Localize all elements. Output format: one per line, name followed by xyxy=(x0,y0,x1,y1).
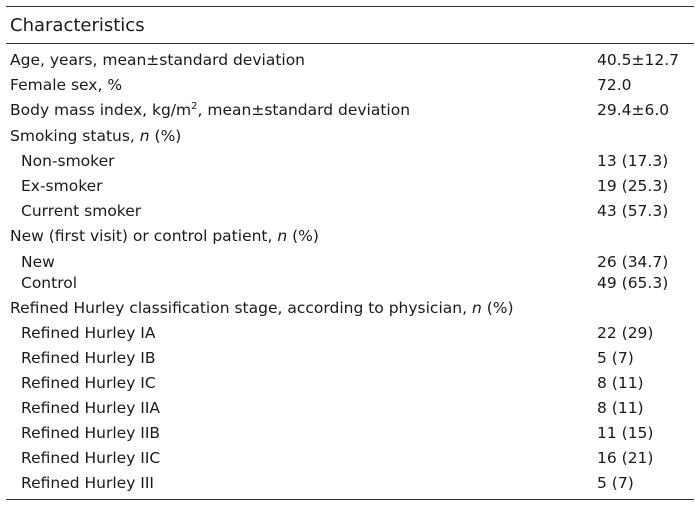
row-label: Control xyxy=(21,274,78,292)
row-label: New xyxy=(21,253,55,271)
table-row-hurley-ia xyxy=(6,320,694,345)
section-hurley-stage xyxy=(6,295,694,320)
row-value: 49 (65.3) xyxy=(597,274,669,292)
row-label: Refined Hurley IIB xyxy=(21,423,161,442)
row-value: 26 (34.7) xyxy=(597,253,669,271)
row-label: Refined Hurley IC xyxy=(21,373,156,392)
table-row-hurley-iib xyxy=(6,420,694,445)
table-row-hurley-ic xyxy=(6,370,694,395)
characteristics-table xyxy=(6,6,694,500)
row-label: Body mass index, $kg/m^2$, mean±standard deviation xyxy=(10,101,411,119)
table-row-non-smoker xyxy=(6,148,694,173)
row-label: Current smoker xyxy=(21,201,142,220)
row-label: Refined Hurley III xyxy=(21,473,155,492)
row-value: 72.0 xyxy=(597,76,632,94)
row-label: Female sex, % xyxy=(10,76,123,94)
section-label: Smoking status, n (%) xyxy=(10,126,182,145)
section-patient-type xyxy=(6,223,694,248)
table-row-hurley-iia xyxy=(6,395,694,420)
section-smoking-status xyxy=(6,123,694,148)
section-label: New (first visit) or control patient, n (%) xyxy=(10,226,319,245)
row-value: 29.4±6.0 xyxy=(597,101,670,119)
row-value: 5 (7) xyxy=(597,348,634,367)
table-row-current-smoker xyxy=(6,198,694,223)
table-row-ex-smoker xyxy=(6,173,694,198)
row-value: 19 (25.3) xyxy=(597,176,669,195)
row-label: Age, years, mean±standard deviation xyxy=(10,51,306,69)
row-label: Ex-smoker xyxy=(21,176,103,195)
row-value: 43 (57.3) xyxy=(597,201,669,220)
table-row-hurley-ib xyxy=(6,345,694,370)
row-value: 8 (11) xyxy=(597,398,644,417)
row-label: Refined Hurley IA xyxy=(21,323,156,342)
table-row-age xyxy=(6,47,694,73)
row-value: 22 (29) xyxy=(597,323,654,342)
section-label: Refined Hurley classification stage, according to physician, n (%) xyxy=(10,298,514,317)
row-value: 40.5±12.7 xyxy=(597,51,680,69)
row-value: 16 (21) xyxy=(597,448,654,467)
table-row-female-sex xyxy=(6,73,694,97)
row-label: Non-smoker xyxy=(21,151,115,170)
row-label: Refined Hurley IIA xyxy=(21,398,161,417)
table-header xyxy=(6,7,694,44)
row-value: 13 (17.3) xyxy=(597,151,669,170)
table-row-control xyxy=(6,273,694,293)
table-row-hurley-iic xyxy=(6,445,694,470)
header-characteristics: Characteristics xyxy=(10,14,145,36)
row-label: Refined Hurley IIC xyxy=(21,448,161,467)
table-row-new xyxy=(6,251,694,273)
table-row-hurley-iii xyxy=(6,470,694,495)
row-value: 8 (11) xyxy=(597,373,644,392)
row-value: 11 (15) xyxy=(597,423,654,442)
row-label: Refined Hurley IB xyxy=(21,348,156,367)
row-value: 5 (7) xyxy=(597,473,634,492)
table-row-bmi xyxy=(6,97,694,123)
